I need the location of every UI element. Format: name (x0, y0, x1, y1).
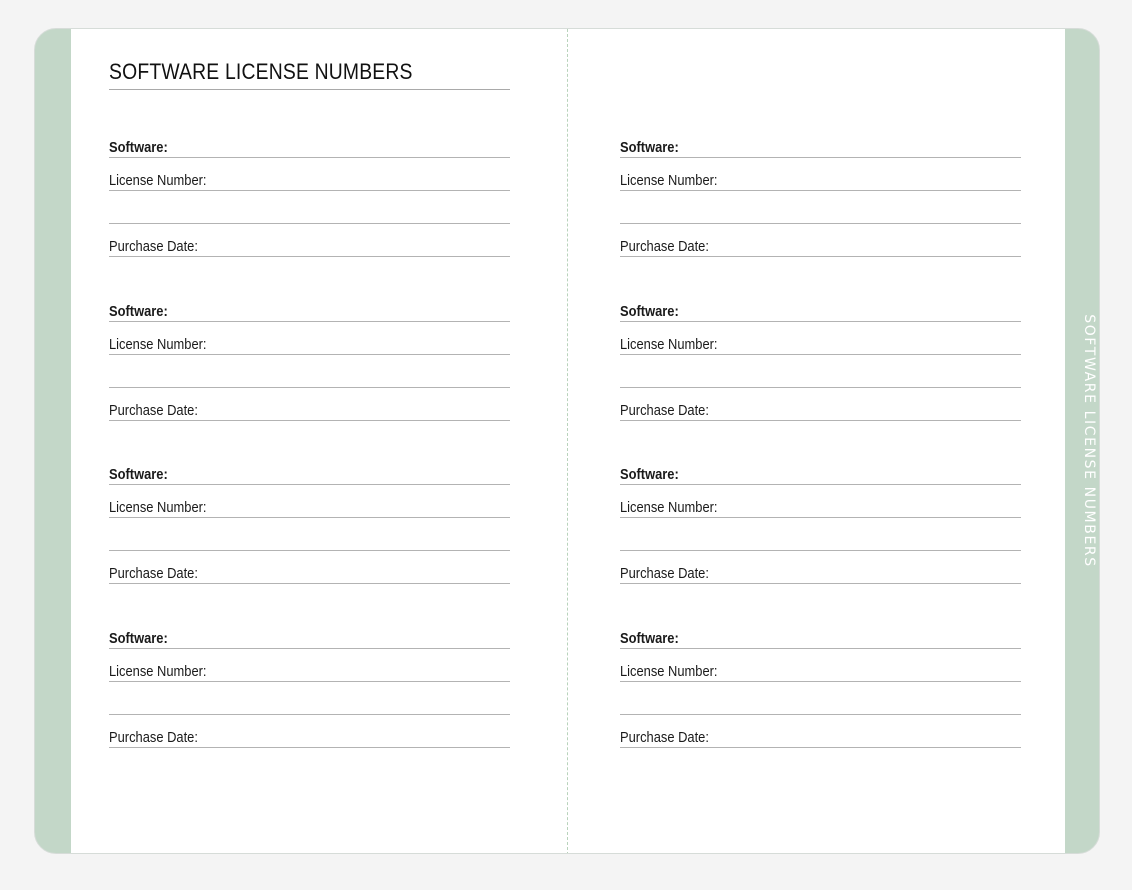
license-number-label: License Number: (109, 336, 207, 353)
purchase-date-field[interactable] (109, 400, 510, 421)
license-number-extra-line[interactable] (109, 530, 510, 551)
software-field[interactable] (620, 464, 1021, 485)
license-number-field[interactable] (620, 170, 1021, 191)
purchase-date-label: Purchase Date: (620, 238, 709, 255)
purchase-date-label: Purchase Date: (109, 565, 198, 582)
license-entry (620, 464, 1021, 594)
license-number-field[interactable] (109, 334, 510, 355)
side-tab-label: SOFTWARE LICENSE NUMBERS (1081, 314, 1097, 568)
license-number-label: License Number: (109, 499, 207, 516)
software-field[interactable] (620, 628, 1021, 649)
license-number-extra-line[interactable] (620, 203, 1021, 224)
license-entry (109, 464, 510, 594)
purchase-date-label: Purchase Date: (109, 402, 198, 419)
software-label: Software: (620, 139, 679, 156)
software-field[interactable] (109, 464, 510, 485)
license-entry (620, 301, 1021, 431)
software-label: Software: (109, 303, 168, 320)
software-field[interactable] (620, 137, 1021, 158)
license-number-extra-line[interactable] (109, 203, 510, 224)
license-number-extra-line[interactable] (620, 530, 1021, 551)
purchase-date-label: Purchase Date: (620, 565, 709, 582)
purchase-date-label: Purchase Date: (109, 238, 198, 255)
license-number-label: License Number: (109, 172, 207, 189)
purchase-date-field[interactable] (620, 727, 1021, 748)
license-number-field[interactable] (109, 497, 510, 518)
software-field[interactable] (109, 628, 510, 649)
license-number-label: License Number: (109, 663, 207, 680)
license-entry (109, 301, 510, 431)
purchase-date-field[interactable] (109, 236, 510, 257)
license-number-extra-line[interactable] (109, 694, 510, 715)
purchase-date-field[interactable] (620, 236, 1021, 257)
software-label: Software: (109, 139, 168, 156)
purchase-date-label: Purchase Date: (620, 729, 709, 746)
software-label: Software: (109, 466, 168, 483)
software-label: Software: (620, 303, 679, 320)
right-page (568, 29, 1065, 854)
software-label: Software: (109, 630, 168, 647)
license-number-label: License Number: (620, 336, 718, 353)
software-label: Software: (620, 466, 679, 483)
purchase-date-label: Purchase Date: (109, 729, 198, 746)
license-entry (109, 137, 510, 267)
license-entry (109, 628, 510, 758)
license-number-label: License Number: (620, 172, 718, 189)
purchase-date-field[interactable] (109, 727, 510, 748)
software-field[interactable] (109, 137, 510, 158)
page-title: SOFTWARE LICENSE NUMBERS (109, 59, 413, 84)
purchase-date-field[interactable] (109, 563, 510, 584)
license-number-field[interactable] (620, 334, 1021, 355)
side-tab (1079, 29, 1099, 854)
license-number-label: License Number: (620, 663, 718, 680)
license-entry (620, 628, 1021, 758)
software-field[interactable] (109, 301, 510, 322)
license-number-field[interactable] (620, 497, 1021, 518)
pages (71, 29, 1065, 854)
license-number-extra-line[interactable] (109, 367, 510, 388)
license-number-extra-line[interactable] (620, 694, 1021, 715)
title-rule (109, 89, 510, 90)
purchase-date-label: Purchase Date: (620, 402, 709, 419)
software-label: Software: (620, 630, 679, 647)
license-number-label: License Number: (620, 499, 718, 516)
license-number-field[interactable] (620, 661, 1021, 682)
left-page (71, 29, 567, 854)
license-number-extra-line[interactable] (620, 367, 1021, 388)
purchase-date-field[interactable] (620, 400, 1021, 421)
purchase-date-field[interactable] (620, 563, 1021, 584)
software-field[interactable] (620, 301, 1021, 322)
license-number-field[interactable] (109, 170, 510, 191)
license-entry (620, 137, 1021, 267)
license-number-field[interactable] (109, 661, 510, 682)
notebook-spread (34, 28, 1100, 854)
